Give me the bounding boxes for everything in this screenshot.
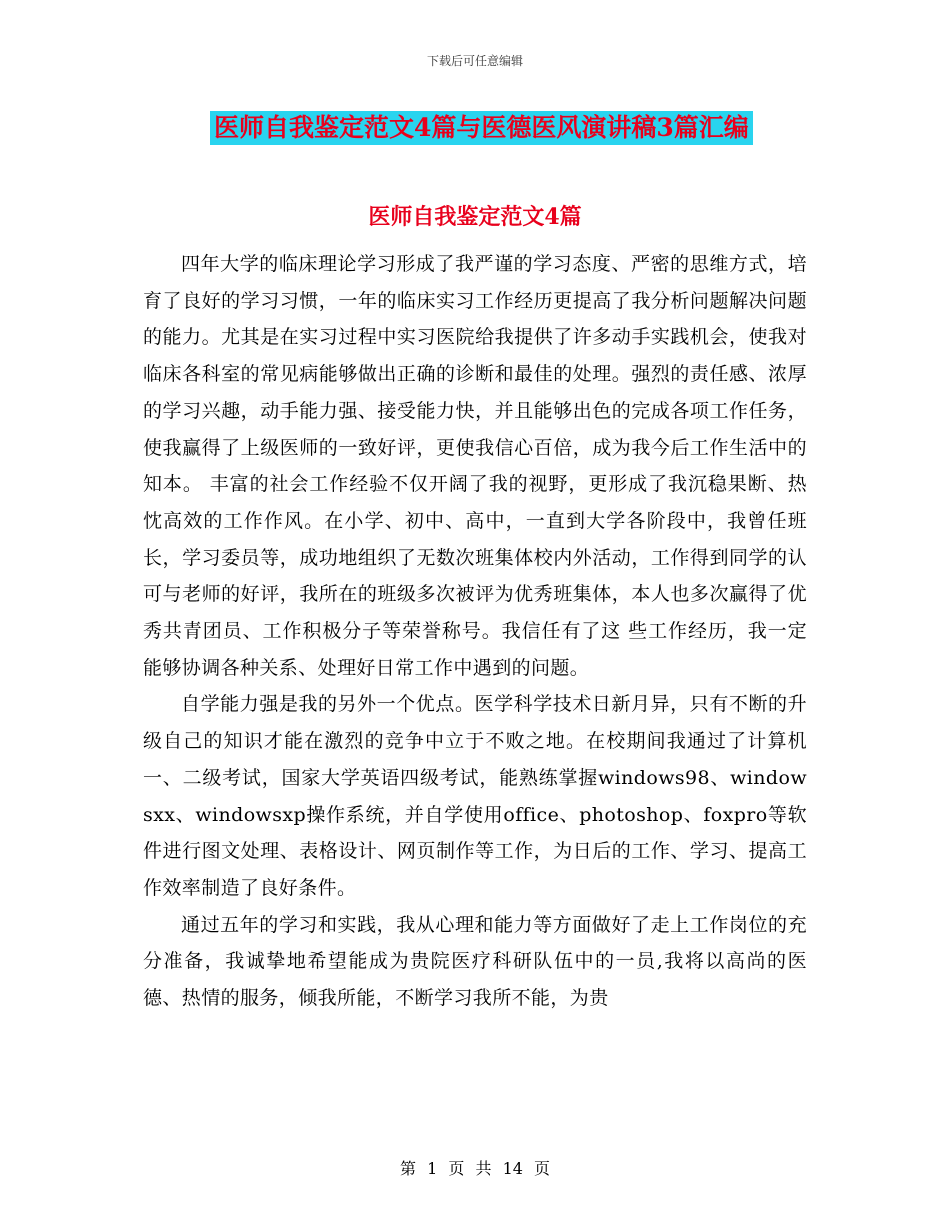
paragraph-2: 自学能力强是我的另外一个优点。医学科学技术日新月异，只有不断的升级自己的知识才能在激烈的竞争中立于不败之地。在校期间我通过了计算机一、二级考试，国家大学英语四级考试，能熟练掌握windows98、windowsxx、windowsxp操作系统，并自学使用office、photoshop、foxpro等软件进行图文处理、表格设计、网页制作等工作，为日后的工作、学习、提高工作效率制造了良好条件。 (143, 693, 807, 899)
footer-prefix: 第 (399, 1159, 416, 1178)
page-total: 14 (502, 1159, 523, 1178)
footer-mid: 页 (448, 1159, 465, 1178)
paragraph-3: 通过五年的学习和实践，我从心理和能力等方面做好了走上工作岗位的充分准备，我诚挚地希望能成为贵院医疗科研队伍中的一员,我将以高尚的医德、热情的服务，倾我所能，不断学习我所不能，为贵 (143, 913, 807, 1010)
footer-suffix: 页 (534, 1159, 551, 1178)
document-title: 医师自我鉴定范文4篇与医德医风演讲稿3篇汇编 (210, 111, 753, 145)
page-number: 1 (427, 1159, 438, 1178)
footer-total-prefix: 共 (475, 1159, 492, 1178)
paragraph-1: 四年大学的临床理论学习形成了我严谨的学习态度、严密的思维方式，培育了良好的学习习惯，一年的临床实习工作经历更提高了我分析问题解决问题的能力。尤其是在实习过程中实习医院给我提供了许多动手实践机会，使我对临床各科室的常见病能够做出正确的诊断和最佳的处理。强烈的责任感、浓厚的学习兴趣，动手能力强、接受能力快，并且能够出色的完成各项工作任务，使我赢得了上级医师的一致好评，更使我信心百倍，成为我今后工作生活中的知本。 丰富的社会工作经验不仅开阔了我的视野，更形成了我沉稳果断、热忱高效的工作作风。在小学、初中、高中，一直到大学各阶段中，我曾任班长，学习委员等，成功地组织了无数次班集体校内外活动，工作得到同学的认可与老师的好评，我所在的班级多次被评为优秀班集体，本人也多次赢得了优秀共青团员、工作积极分子等荣誉称号。我信任有了这 些工作经历，我一定能够协调各种关系、处理好日常工作中遇到的问题。 (143, 253, 807, 679)
document-body (143, 246, 807, 1017)
page-footer (0, 1156, 950, 1179)
section-title: 医师自我鉴定范文4篇 (368, 204, 582, 230)
header-note: 下载后可任意编辑 (426, 54, 523, 68)
